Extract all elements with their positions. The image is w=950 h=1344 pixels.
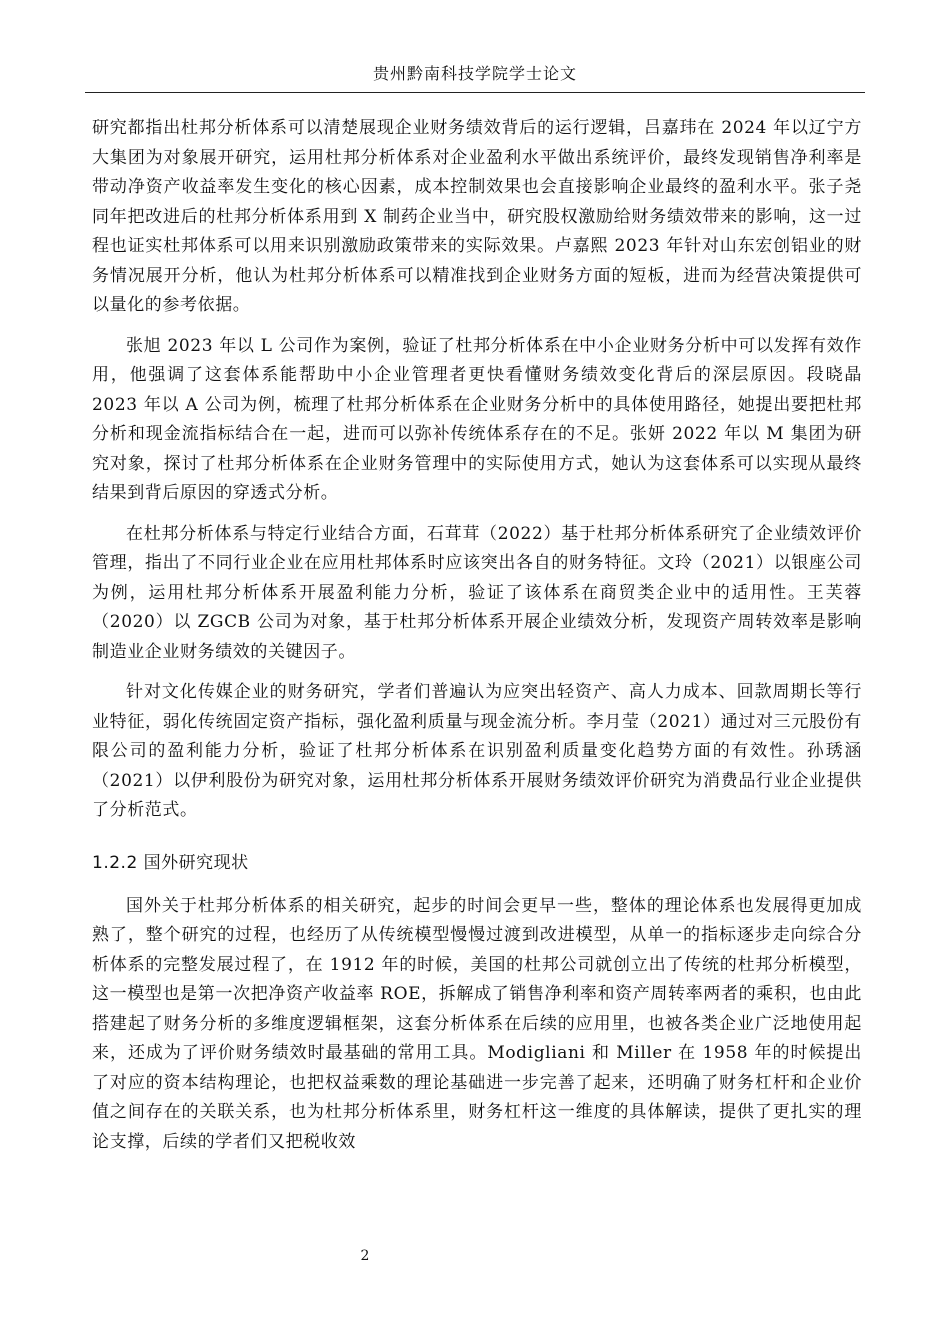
section-heading-1-2-2: 1.2.2 国外研究现状 [92, 852, 249, 873]
page-number: 2 [360, 1248, 370, 1264]
page-header [85, 60, 865, 93]
body-paragraph-4: 针对文化传媒企业的财务研究，学者们普遍认为应突出轻资产、高人力成本、回款周期长等行业特征，弱化传统固定资产指标，强化盈利质量与现金流分析。李月莹（2021）通过对三元股份有限公司的盈利能力分析，验证了杜邦分析体系在识别盈利质量变化趋势方面的有效性。孙琇涵（2021）以伊利股份为研究对象，运用杜邦分析体系开展财务绩效评价研究为消费品行业企业提供了分析范式。 [92, 682, 862, 820]
page-footer [0, 1246, 730, 1266]
body-paragraph-3: 在杜邦分析体系与特定行业结合方面，石茸茸（2022）基于杜邦分析体系研究了企业绩效评价管理，指出了不同行业企业在应用杜邦体系时应该突出各自的财务特征。文玲（2021）以银座公司为例，运用杜邦分析体系开展盈利能力分析，验证了该体系在商贸类企业中的适用性。王芙蓉（2020）以 ZGCB 公司为对象，基于杜邦分析体系开展企业绩效分析，发现资产周转效率是影响制造业企业财务绩效的关键因子。 [92, 523, 862, 662]
section-paragraph-1: 国外关于杜邦分析体系的相关研究，起步的时间会更早一些，整体的理论体系也发展得更加成熟了，整个研究的过程，也经历了从传统模型慢慢过渡到改进模型，从单一的指标逐步走向综合分析体系的完整发展过程了，在 1912 年的时候，美国的杜邦公司就创立出了传统的杜邦分析模型，这一模型也是第一次把净资产收益率 ROE，拆解成了销售净利率和资产周转率两者的乘积，也由此搭建起了财务分析的多维度逻辑框架，这套分析体系在后续的应用里，也被各类企业广泛地使用起来，还成为了评价财务绩效时最基础的常用工具。Modigliani 和 Miller 在 1958 年的时候提出了对应的资本结构理论，也把权益乘数的理论基础进一步完善了起来，还明确了财务杠杆和企业价值之间存在的关联关系，也为杜邦分析体系里，财务杠杆这一维度的具体解读，提供了更扎实的理论支撑，后续的学者们又把税收效 [92, 895, 862, 1152]
body-paragraph-2: 张旭 2023 年以 L 公司作为案例，验证了杜邦分析体系在中小企业财务分析中可以发挥有效作用，他强调了这套体系能帮助中小企业管理者更快看懂财务绩效变化背后的深层原因。段晓晶 2023 年以 A 公司为例，梳理了杜邦分析体系在企业财务分析中的具体使用路径，她提出要把杜邦分析和现金流指标结合在一起，进而可以弥补传统体系存在的不足。张妍 2022 年以 M 集团为研究对象，探讨了杜邦分析体系在企业财务管理中的实际使用方式，她认为这套体系可以实现从最终结果到背后原因的穿透式分析。 [92, 335, 862, 503]
header-title: 贵州黔南科技学院学士论文 [372, 64, 577, 83]
document-body [92, 114, 862, 1157]
body-paragraph-1: 研究都指出杜邦分析体系可以清楚展现企业财务绩效背后的运行逻辑，吕嘉玮在 2024 年以辽宁方大集团为对象展开研究，运用杜邦分析体系对企业盈利水平做出系统评价，最终发现销售净利率是带动净资产收益率发生变化的核心因素，成本控制效果也会直接影响企业最终的盈利水平。张子尧同年把改进后的杜邦分析体系用到 X 制药企业当中，研究股权激励给财务绩效带来的影响，这一过程也证实杜邦体系可以用来识别激励政策带来的实际效果。卢嘉熙 2023 年针对山东宏创铝业的财务情况展开分析，他认为杜邦分析体系可以精准找到企业财务方面的短板，进而为经营决策提供可以量化的参考依据。 [92, 118, 862, 315]
